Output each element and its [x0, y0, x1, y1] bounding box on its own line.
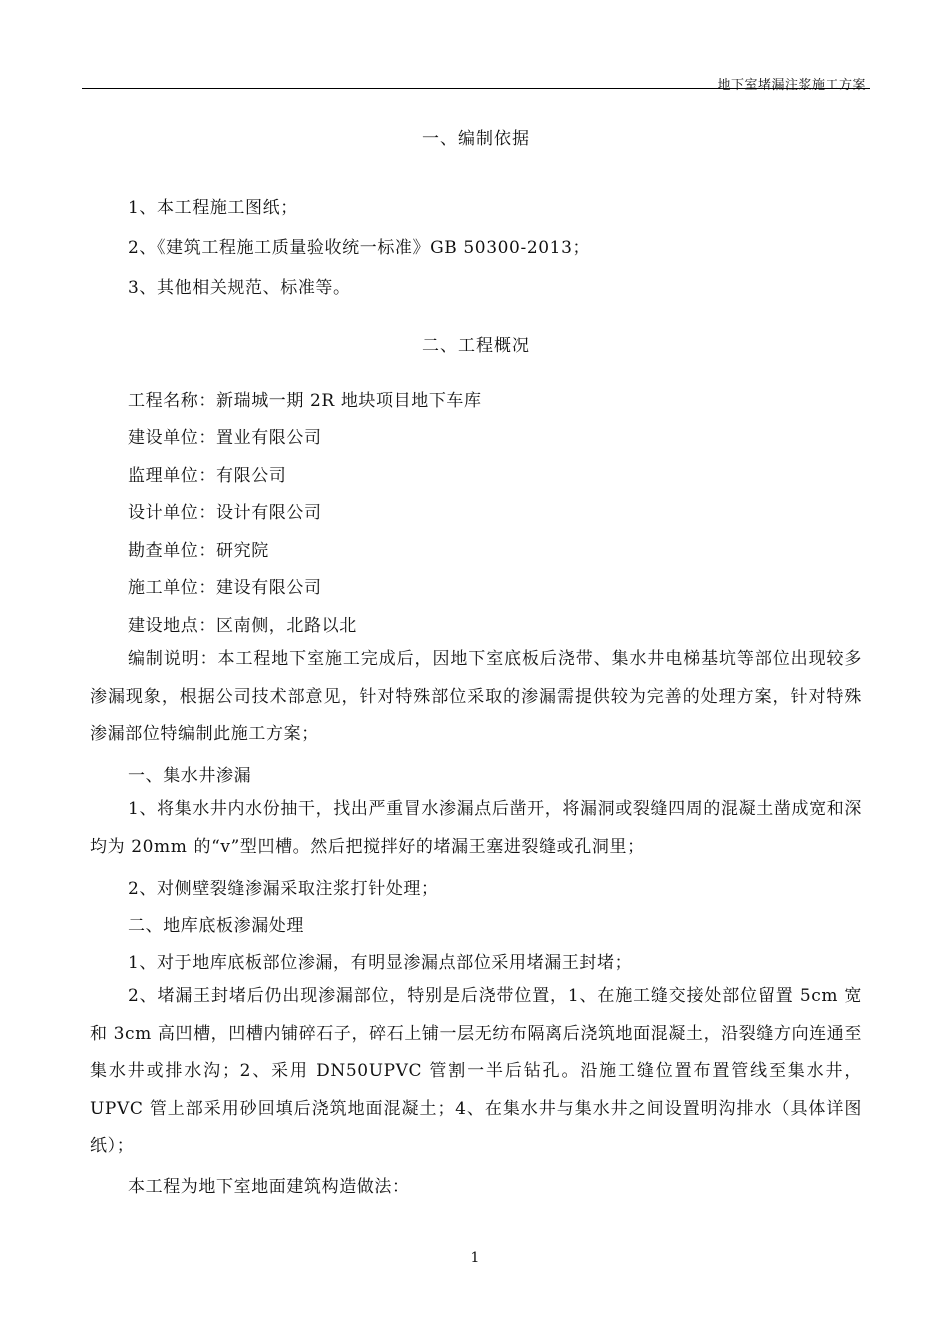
info-project-name: 工程名称：新瑞城一期 2R 地块项目地下车库	[128, 391, 482, 411]
subheading-sump-leak: 一、集水井渗漏	[128, 766, 252, 786]
info-location: 建设地点：区南侧，北路以北	[128, 616, 357, 636]
info-contractor: 施工单位：建设有限公司	[128, 578, 322, 598]
section-heading-overview: 二、工程概况	[422, 336, 530, 356]
floor-paragraph-1: 1、对于地库底板部位渗漏，有明显渗漏点部位采用堵漏王封堵；	[128, 953, 633, 973]
page-number: 1	[470, 1250, 480, 1266]
info-designer: 设计单位：设计有限公司	[128, 503, 322, 523]
basis-item-3: 3、其他相关规范、标准等。	[128, 278, 351, 298]
info-supervisor: 监理单位：有限公司	[128, 466, 287, 486]
closing-line: 本工程为地下室地面建筑构造做法：	[128, 1177, 410, 1197]
basis-item-1: 1、本工程施工图纸；	[128, 198, 298, 218]
section-heading-basis: 一、编制依据	[422, 129, 530, 149]
info-survey: 勘查单位：研究院	[128, 541, 269, 561]
info-developer: 建设单位：置业有限公司	[128, 428, 322, 448]
basis-item-2: 2、《建筑工程施工质量验收统一标准》GB 50300-2013；	[128, 238, 591, 258]
page-header-title: 地下室堵漏注浆施工方案	[717, 78, 866, 93]
sump-paragraph-2: 2、对侧壁裂缝渗漏采取注浆打针处理；	[128, 879, 439, 899]
sump-paragraph-1: 1、将集水井内水份抽干，找出严重冒水渗漏点后凿开，将漏洞或裂缝四周的混凝土凿成宽和深均为 20mm 的“v”型凹槽。然后把搅拌好的堵漏王塞进裂缝或孔洞里；	[90, 799, 862, 857]
floor-paragraph-2: 2、堵漏王封堵后仍出现渗漏部位，特别是后浇带位置，1、在施工缝交接处部位留置 5cm 宽和 3cm 高凹槽，凹槽内铺碎石子，碎石上铺一层无纺布隔离后浇筑地面混凝土，沿裂缝方向连通至集水井或排水沟；2、采用 DN50UPVC 管割一半后钻孔。沿施工缝位置布置管线至集水井，UPVC 管上部采用砂回填后浇筑地面混凝土；4、在集水井与集水井之间设置明沟排水（具体详图纸）；	[90, 986, 862, 1156]
subheading-floor-leak: 二、地库底板渗漏处理	[128, 916, 304, 936]
header-rule	[82, 88, 870, 89]
description-paragraph: 编制说明：本工程地下室施工完成后，因地下室底板后浇带、集水井电梯基坑等部位出现较多渗漏现象，根据公司技术部意见，针对特殊部位采取的渗漏需提供较为完善的处理方案，针对特殊渗漏部位特编制此施工方案；	[90, 649, 862, 744]
